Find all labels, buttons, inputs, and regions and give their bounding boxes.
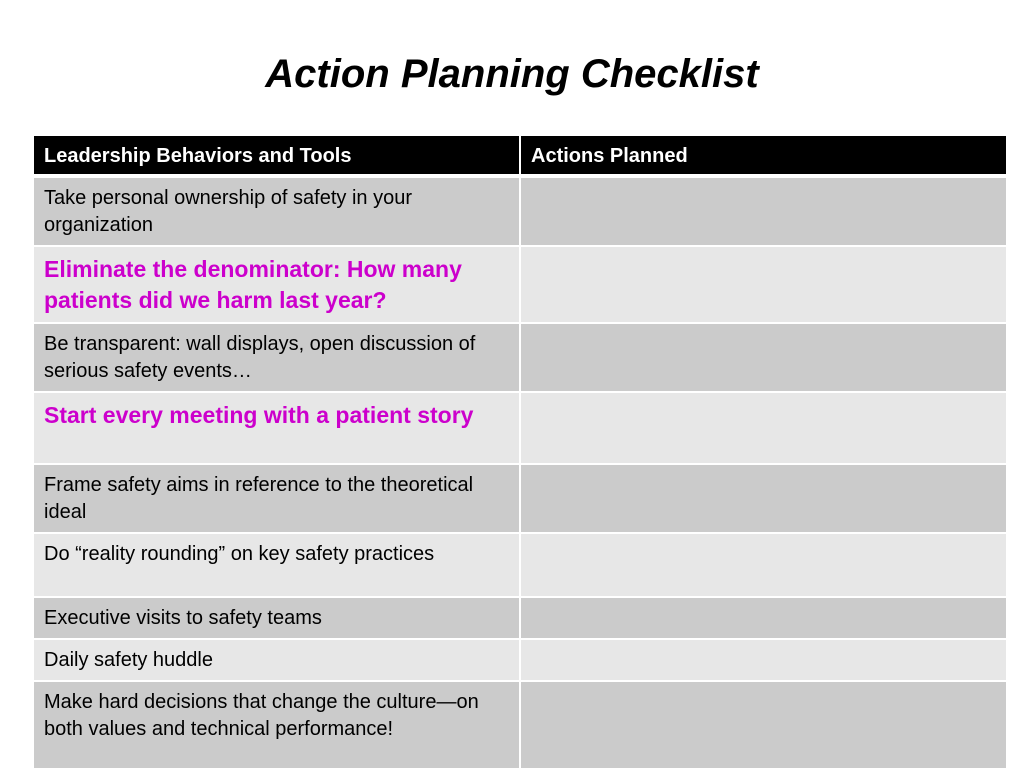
actions-planned-cell[interactable]	[520, 392, 1006, 464]
behavior-cell: Take personal ownership of safety in your organization	[34, 176, 520, 246]
page-title: Action Planning Checklist	[265, 52, 759, 96]
behavior-cell: Do “reality rounding” on key safety practices	[34, 533, 520, 597]
table-row	[34, 639, 1006, 681]
action-planning-table	[34, 136, 1006, 768]
behavior-cell: Make hard decisions that change the culture—on both values and technical performance!	[34, 681, 520, 768]
table-row	[34, 681, 1006, 768]
actions-planned-cell[interactable]	[520, 246, 1006, 323]
table-row	[34, 392, 1006, 464]
actions-planned-cell[interactable]	[520, 639, 1006, 681]
actions-planned-cell[interactable]	[520, 597, 1006, 639]
table-row	[34, 323, 1006, 392]
actions-planned-cell[interactable]	[520, 176, 1006, 246]
table-header-row	[34, 136, 1006, 176]
table-row	[34, 464, 1006, 533]
behavior-cell: Daily safety huddle	[34, 639, 520, 681]
actions-planned-cell[interactable]	[520, 681, 1006, 768]
table-row	[34, 246, 1006, 323]
table-row	[34, 533, 1006, 597]
actions-planned-cell[interactable]	[520, 533, 1006, 597]
behavior-cell-highlighted: Start every meeting with a patient story	[34, 392, 520, 464]
column-header-behaviors: Leadership Behaviors and Tools	[34, 136, 520, 176]
actions-planned-cell[interactable]	[520, 464, 1006, 533]
behavior-cell: Be transparent: wall displays, open discussion of serious safety events…	[34, 323, 520, 392]
column-header-actions: Actions Planned	[520, 136, 1006, 176]
table-row	[34, 176, 1006, 246]
actions-planned-cell[interactable]	[520, 323, 1006, 392]
behavior-cell: Frame safety aims in reference to the theoretical ideal	[34, 464, 520, 533]
behavior-cell: Executive visits to safety teams	[34, 597, 520, 639]
behavior-cell-highlighted: Eliminate the denominator: How many patients did we harm last year?	[34, 246, 520, 323]
table-row	[34, 597, 1006, 639]
